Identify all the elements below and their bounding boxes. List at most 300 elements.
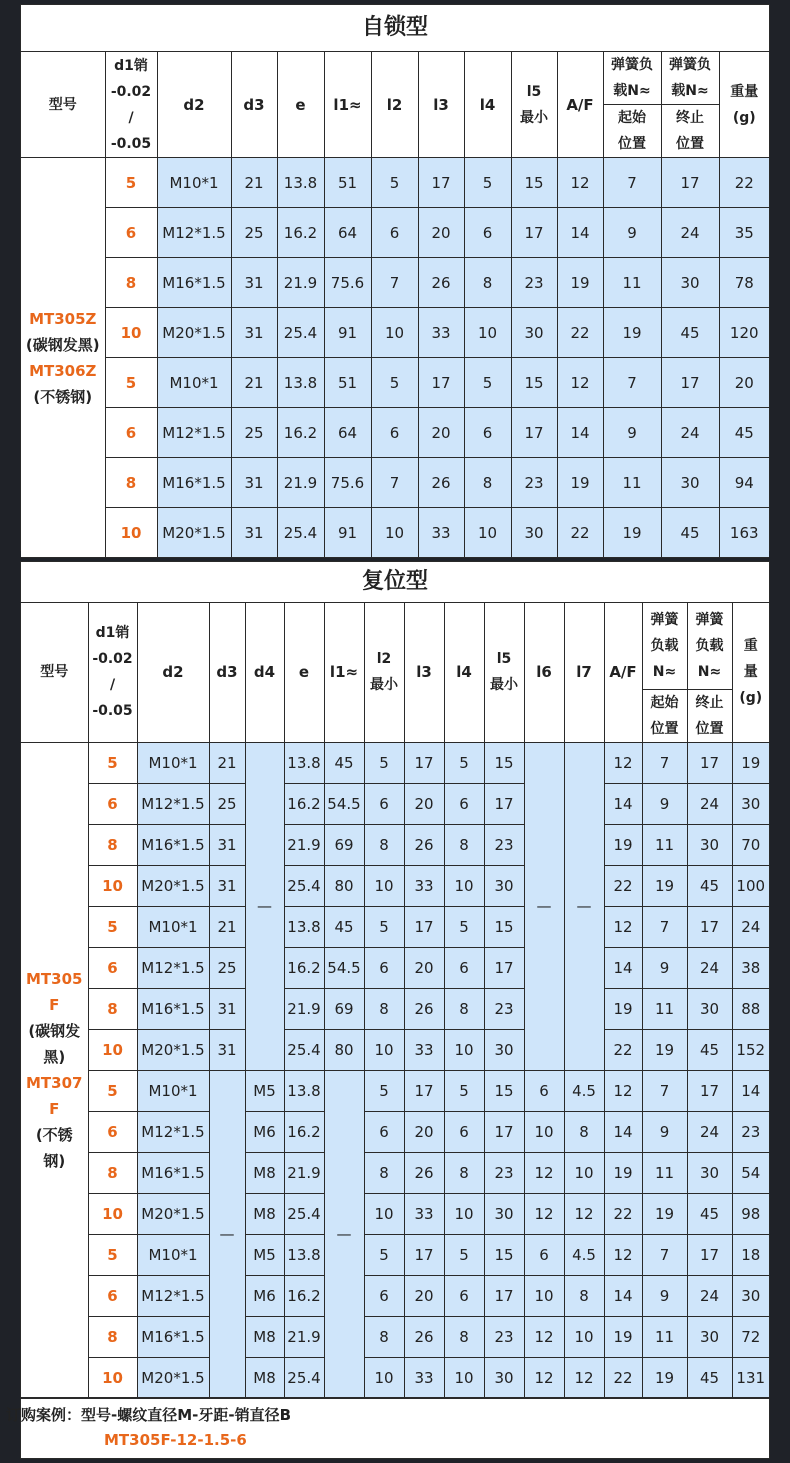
table-cell: 75.6	[324, 458, 371, 508]
header-l2: l2	[371, 52, 418, 158]
table-row	[21, 1357, 769, 1398]
table-row	[21, 1029, 769, 1070]
table-cell: M10*1	[137, 742, 209, 783]
table-cell: 17	[404, 742, 444, 783]
table-cell: 7	[371, 458, 418, 508]
table-cell: 22	[557, 308, 603, 358]
header-d3: d3	[209, 603, 245, 742]
table-cell: 22	[604, 1029, 642, 1070]
table-cell: 7	[603, 158, 661, 208]
table-cell: 20	[418, 208, 464, 258]
table-cell: 33	[404, 1357, 444, 1398]
table-cell: 17	[484, 1111, 524, 1152]
table-cell: 33	[418, 508, 464, 558]
header-d3: d3	[231, 52, 277, 158]
d1-cell: 6	[88, 1111, 137, 1152]
table-cell: 10	[444, 865, 484, 906]
table-cell: 26	[404, 1152, 444, 1193]
table-cell: M16*1.5	[157, 258, 231, 308]
table-cell: 5	[371, 358, 418, 408]
table-cell: 17	[687, 1234, 732, 1275]
table-cell: 5	[364, 1234, 404, 1275]
table-cell: 31	[231, 308, 277, 358]
table-cell: 21.9	[284, 824, 324, 865]
table-cell: 25.4	[284, 865, 324, 906]
table-cell: 30	[732, 783, 769, 824]
table-cell: 45	[661, 308, 719, 358]
table-row	[21, 508, 769, 558]
table-cell: 4.5	[564, 1234, 604, 1275]
table-cell: M16*1.5	[137, 988, 209, 1029]
header-l5: l5 最小	[484, 603, 524, 742]
table-cell: 31	[231, 458, 277, 508]
table-cell: 10	[464, 308, 511, 358]
table-cell: 9	[642, 947, 687, 988]
table-cell: M5	[245, 1070, 284, 1111]
table-cell: 13.8	[284, 1070, 324, 1111]
table-cell: 19	[642, 1193, 687, 1234]
self-lock-card	[20, 4, 770, 551]
table-cell: 30	[687, 988, 732, 1029]
table-row	[21, 1070, 769, 1111]
table-cell: 80	[324, 1029, 364, 1070]
table-cell: 51	[324, 358, 371, 408]
table-cell: 16.2	[277, 408, 324, 458]
table-cell: 15	[511, 358, 557, 408]
table-cell: 21.9	[277, 258, 324, 308]
header-start-position: 起始 位置	[642, 689, 687, 742]
table-cell: 5	[444, 1070, 484, 1111]
table-cell: 19	[603, 508, 661, 558]
header-l3: l3	[404, 603, 444, 742]
table-row	[21, 158, 769, 208]
table-cell: M16*1.5	[137, 824, 209, 865]
table-cell: M20*1.5	[137, 1193, 209, 1234]
table-cell: 7	[642, 1234, 687, 1275]
header-model: 型号	[21, 52, 105, 158]
table-cell: 22	[604, 865, 642, 906]
table-cell: 13.8	[277, 158, 324, 208]
header-d1: d1销 -0.02 / -0.05	[105, 52, 157, 158]
self-lock-title: 自锁型	[21, 5, 769, 52]
table-cell: 33	[404, 1029, 444, 1070]
self-lock-table	[21, 52, 769, 558]
table-cell: 14	[732, 1070, 769, 1111]
table-cell: 26	[418, 258, 464, 308]
table-cell: 6	[444, 783, 484, 824]
table-cell: M16*1.5	[137, 1152, 209, 1193]
table-cell: 10	[564, 1152, 604, 1193]
table-cell: 6	[464, 208, 511, 258]
table-cell: 5	[364, 906, 404, 947]
header-weight: 重量 (g)	[719, 52, 769, 158]
table-cell: 17	[404, 1234, 444, 1275]
table-cell: M20*1.5	[137, 1357, 209, 1398]
header-l6: l6	[524, 603, 564, 742]
table-cell: 21	[209, 906, 245, 947]
table-cell: 45	[687, 1357, 732, 1398]
table-cell: 6	[444, 1275, 484, 1316]
table-cell: 26	[404, 1316, 444, 1357]
table-cell: 30	[484, 865, 524, 906]
table-cell: 13.8	[284, 742, 324, 783]
table-cell: 24	[687, 1111, 732, 1152]
table-cell: 21	[209, 742, 245, 783]
model-text: (不锈	[35, 1126, 73, 1144]
table-cell: 22	[557, 508, 603, 558]
header-e: e	[277, 52, 324, 158]
table-row	[21, 824, 769, 865]
table-cell: 13.8	[284, 906, 324, 947]
table-cell: 21	[231, 158, 277, 208]
header-spring-load-start: 弹簧 负载 N≈	[642, 603, 687, 689]
table-cell: 5	[364, 1070, 404, 1111]
reset-table	[21, 603, 769, 1399]
table-cell: 10	[364, 865, 404, 906]
table-row	[21, 1193, 769, 1234]
table-cell: 163	[719, 508, 769, 558]
table-cell: 24	[661, 208, 719, 258]
table-cell: 8	[444, 988, 484, 1029]
header-end-position: 终止 位置	[661, 105, 719, 158]
table-cell: 19	[642, 1357, 687, 1398]
model-text: MT306Z	[29, 361, 97, 380]
table-cell: 24	[661, 408, 719, 458]
table-cell: 51	[324, 158, 371, 208]
header-l2: l2 最小	[364, 603, 404, 742]
table-cell: 64	[324, 408, 371, 458]
table-cell: 24	[732, 906, 769, 947]
table-cell: 8	[564, 1111, 604, 1152]
table-cell: 10	[371, 308, 418, 358]
table-cell: 14	[604, 1275, 642, 1316]
table-cell: 19	[642, 865, 687, 906]
table-cell: 30	[484, 1029, 524, 1070]
table-cell: 100	[732, 865, 769, 906]
table-cell: 80	[324, 865, 364, 906]
table-cell: 6	[444, 947, 484, 988]
table-cell: 6	[364, 1111, 404, 1152]
table-cell: 54.5	[324, 947, 364, 988]
header-weight: 重 量 (g)	[732, 603, 769, 742]
model-text: 钢)	[43, 1152, 66, 1170]
table-cell: 8	[364, 1316, 404, 1357]
table-cell: 33	[418, 308, 464, 358]
table-cell: 19	[557, 458, 603, 508]
table-cell: 11	[603, 258, 661, 308]
table-cell: 75.6	[324, 258, 371, 308]
order-example-code: MT305F-12-1.5-6	[104, 1431, 247, 1449]
table-cell: 5	[464, 158, 511, 208]
table-cell: 45	[324, 906, 364, 947]
d1-cell: 5	[88, 1234, 137, 1275]
table-cell: 12	[524, 1316, 564, 1357]
table-cell: 16.2	[284, 783, 324, 824]
table-cell: 12	[604, 1234, 642, 1275]
table-cell: 23	[484, 1152, 524, 1193]
table-cell: M8	[245, 1316, 284, 1357]
table-cell: 98	[732, 1193, 769, 1234]
table-cell: 20	[404, 1111, 444, 1152]
table-row	[21, 208, 769, 258]
table-cell: 45	[687, 1193, 732, 1234]
table-cell: 120	[719, 308, 769, 358]
table-cell: 45	[324, 742, 364, 783]
table-cell: 5	[364, 742, 404, 783]
table-cell: M20*1.5	[137, 865, 209, 906]
table-cell: M20*1.5	[157, 308, 231, 358]
table-cell: M16*1.5	[157, 458, 231, 508]
table-cell: 11	[642, 824, 687, 865]
header-d1: d1销 -0.02 / -0.05	[88, 603, 137, 742]
table-cell: 45	[687, 865, 732, 906]
table-cell: 17	[687, 1070, 732, 1111]
table-cell: 9	[603, 208, 661, 258]
table-cell: 8	[444, 824, 484, 865]
table-cell: 25	[231, 408, 277, 458]
table-cell: 12	[524, 1357, 564, 1398]
table-cell: 13.8	[284, 1234, 324, 1275]
table-cell: 7	[371, 258, 418, 308]
d1-cell: 6	[88, 947, 137, 988]
table-cell: M8	[245, 1152, 284, 1193]
header-e: e	[284, 603, 324, 742]
table-cell: 8	[464, 258, 511, 308]
table-cell: 8	[364, 1152, 404, 1193]
table-cell: 19	[604, 1152, 642, 1193]
table-cell: 23	[484, 824, 524, 865]
table-cell: 21.9	[284, 1316, 324, 1357]
table-cell: 25.4	[284, 1029, 324, 1070]
d1-cell: 8	[88, 1152, 137, 1193]
table-cell: 30	[661, 458, 719, 508]
table-cell: 10	[444, 1357, 484, 1398]
table-cell: 19	[732, 742, 769, 783]
table-cell: 19	[557, 258, 603, 308]
table-cell: 33	[404, 1193, 444, 1234]
table-cell: 16.2	[284, 947, 324, 988]
table-cell: 11	[642, 1152, 687, 1193]
table-cell: 6	[371, 408, 418, 458]
table-cell: 12	[604, 1070, 642, 1111]
table-cell: 8	[364, 988, 404, 1029]
table-cell: M12*1.5	[137, 783, 209, 824]
table-cell: 22	[604, 1193, 642, 1234]
table-cell: 20	[404, 783, 444, 824]
table-row	[21, 308, 769, 358]
l7-dash-cell: —	[564, 742, 604, 1070]
table-cell: 12	[524, 1193, 564, 1234]
l6-dash-cell: —	[524, 742, 564, 1070]
table-cell: 13.8	[277, 358, 324, 408]
d1-cell: 5	[88, 1070, 137, 1111]
table-cell: 26	[404, 824, 444, 865]
header-af: A/F	[604, 603, 642, 742]
model-text: MT307	[26, 1074, 83, 1092]
table-cell: 152	[732, 1029, 769, 1070]
table-cell: 10	[371, 508, 418, 558]
table-row	[21, 458, 769, 508]
table-cell: 21	[231, 358, 277, 408]
table-cell: M12*1.5	[137, 1111, 209, 1152]
table-cell: 12	[557, 358, 603, 408]
d1-cell: 5	[88, 906, 137, 947]
table-cell: 17	[511, 208, 557, 258]
table-cell: 31	[209, 1029, 245, 1070]
table-cell: 5	[444, 1234, 484, 1275]
table-cell: 72	[732, 1316, 769, 1357]
table-cell: 54.5	[324, 783, 364, 824]
table-cell: 11	[603, 458, 661, 508]
table-cell: 14	[557, 208, 603, 258]
table-cell: 6	[444, 1111, 484, 1152]
table-cell: 22	[719, 158, 769, 208]
table-cell: 30	[687, 1316, 732, 1357]
model-text: MT305Z	[29, 309, 97, 328]
table-cell: 17	[404, 906, 444, 947]
header-af: A/F	[557, 52, 603, 158]
model-text: (不锈钢)	[33, 387, 93, 406]
header-d2: d2	[157, 52, 231, 158]
table-cell: 30	[661, 258, 719, 308]
table-cell: 17	[661, 158, 719, 208]
table-row	[21, 1234, 769, 1275]
table-cell: M12*1.5	[137, 1275, 209, 1316]
d1-cell: 6	[105, 208, 157, 258]
reset-card	[20, 561, 770, 1459]
d1-cell: 6	[88, 1275, 137, 1316]
table-cell: M12*1.5	[137, 947, 209, 988]
d1-cell: 8	[105, 458, 157, 508]
table-cell: 19	[603, 308, 661, 358]
table-cell: 15	[484, 906, 524, 947]
table-cell: 54	[732, 1152, 769, 1193]
table-cell: 45	[687, 1029, 732, 1070]
table-cell: 22	[604, 1357, 642, 1398]
table-cell: 16.2	[277, 208, 324, 258]
table-cell: M12*1.5	[157, 408, 231, 458]
table-cell: 12	[564, 1193, 604, 1234]
table-cell: 21.9	[277, 458, 324, 508]
table-row	[21, 947, 769, 988]
d1-cell: 6	[88, 783, 137, 824]
table-cell: 11	[642, 988, 687, 1029]
table-cell: 10	[524, 1275, 564, 1316]
table-cell: 8	[444, 1316, 484, 1357]
table-cell: 88	[732, 988, 769, 1029]
table-cell: 7	[642, 906, 687, 947]
table-cell: 25	[231, 208, 277, 258]
table-cell: 7	[642, 1070, 687, 1111]
table-row	[21, 906, 769, 947]
model-text: (碳钢发黑)	[25, 335, 100, 354]
model-cell	[21, 742, 88, 1398]
table-cell: 14	[604, 947, 642, 988]
table-cell: 24	[687, 1275, 732, 1316]
table-cell: 5	[444, 742, 484, 783]
table-cell: M5	[245, 1234, 284, 1275]
table-cell: 12	[604, 742, 642, 783]
table-cell: 11	[642, 1316, 687, 1357]
header-spring-load-start: 弹簧负 载N≈	[603, 52, 661, 105]
table-row	[21, 865, 769, 906]
d1-cell: 5	[88, 742, 137, 783]
table-cell: 25.4	[277, 508, 324, 558]
table-cell: 7	[603, 358, 661, 408]
table-cell: 6	[524, 1234, 564, 1275]
table-cell: 17	[404, 1070, 444, 1111]
table-cell: M10*1	[137, 906, 209, 947]
table-cell: 15	[484, 1070, 524, 1111]
table-row	[21, 258, 769, 308]
table-cell: 15	[484, 1234, 524, 1275]
d1-cell: 8	[88, 824, 137, 865]
table-cell: 70	[732, 824, 769, 865]
header-l7: l7	[564, 603, 604, 742]
header-start-position: 起始 位置	[603, 105, 661, 158]
table-row	[21, 358, 769, 408]
table-cell: 26	[404, 988, 444, 1029]
d1-cell: 10	[88, 1193, 137, 1234]
table-cell: 35	[719, 208, 769, 258]
table-cell: M8	[245, 1357, 284, 1398]
header-l1: l1≈	[324, 52, 371, 158]
table-cell: 17	[418, 158, 464, 208]
table-cell: 10	[444, 1029, 484, 1070]
table-cell: 30	[511, 308, 557, 358]
table-cell: M20*1.5	[137, 1029, 209, 1070]
table-cell: 19	[642, 1029, 687, 1070]
table-row	[21, 408, 769, 458]
model-text: F	[49, 996, 60, 1014]
table-cell: 30	[732, 1275, 769, 1316]
table-cell: 78	[719, 258, 769, 308]
order-example-label: 订购案例：型号-螺纹直径M-牙距-销直径B	[6, 1406, 292, 1424]
table-cell: 31	[209, 865, 245, 906]
table-cell: 6	[371, 208, 418, 258]
table-cell: 30	[484, 1357, 524, 1398]
table-cell: 12	[604, 906, 642, 947]
table-cell: 91	[324, 508, 371, 558]
header-l3: l3	[418, 52, 464, 158]
d3-dash-cell: —	[209, 1070, 245, 1398]
table-cell: 6	[464, 408, 511, 458]
table-cell: 16.2	[284, 1275, 324, 1316]
table-cell: 6	[364, 947, 404, 988]
table-cell: 69	[324, 824, 364, 865]
table-row	[21, 783, 769, 824]
table-cell: 12	[557, 158, 603, 208]
table-cell: 20	[418, 408, 464, 458]
table-cell: 17	[661, 358, 719, 408]
header-spring-load-end: 弹簧 负载 N≈	[687, 603, 732, 689]
table-cell: 17	[687, 906, 732, 947]
table-cell: 21.9	[284, 988, 324, 1029]
table-cell: 91	[324, 308, 371, 358]
header-spring-load-end: 弹簧负 载N≈	[661, 52, 719, 105]
d1-cell: 8	[88, 988, 137, 1029]
table-cell: 45	[719, 408, 769, 458]
table-cell: 94	[719, 458, 769, 508]
table-row	[21, 1152, 769, 1193]
table-cell: 19	[604, 824, 642, 865]
d1-cell: 10	[88, 865, 137, 906]
table-cell: 31	[231, 258, 277, 308]
header-l5: l5 最小	[511, 52, 557, 158]
table-cell: 23	[511, 258, 557, 308]
table-cell: 30	[484, 1193, 524, 1234]
l1-dash-cell: —	[324, 1070, 364, 1398]
